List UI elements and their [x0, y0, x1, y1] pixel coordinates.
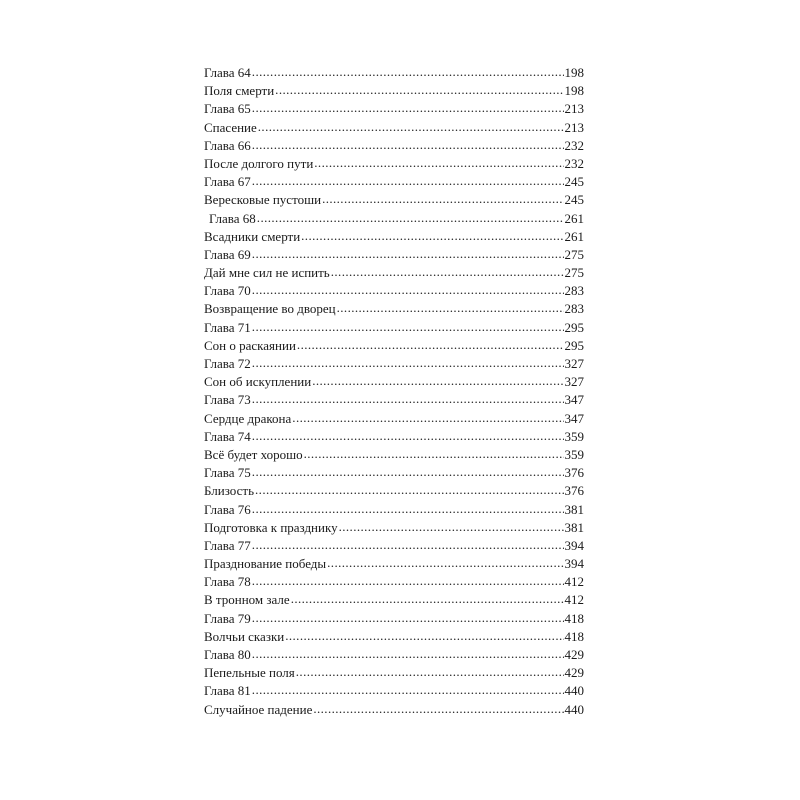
dot-leader — [285, 628, 563, 645]
dot-leader — [257, 210, 564, 227]
toc-entry — [204, 155, 584, 173]
toc-entry-page-number: 359 — [564, 446, 584, 462]
toc-entry-page-number: 376 — [564, 483, 584, 499]
toc-entry-page-number: 429 — [564, 665, 584, 681]
toc-entry-page-number: 283 — [564, 301, 584, 317]
toc-entry-title: Волчьи сказки — [204, 628, 285, 644]
toc-entry-page-number: 261 — [564, 210, 584, 226]
toc-entry-title: Возвращение во дворец — [204, 301, 336, 317]
toc-entry-title: Глава 70 — [204, 283, 251, 299]
toc-entry — [204, 555, 584, 573]
toc-entry — [204, 319, 584, 337]
toc-entry — [204, 337, 584, 355]
dot-leader — [258, 119, 564, 136]
dot-leader — [275, 82, 563, 99]
toc-entry-page-number: 198 — [564, 65, 584, 80]
toc-entry-page-number: 295 — [564, 319, 584, 335]
toc-entry — [204, 137, 584, 155]
table-of-contents — [204, 64, 584, 719]
toc-entry — [204, 191, 584, 209]
toc-entry — [204, 410, 584, 428]
dot-leader — [252, 682, 564, 699]
toc-entry-page-number: 381 — [564, 501, 584, 517]
toc-entry-page-number: 381 — [564, 519, 584, 535]
dot-leader — [252, 501, 564, 518]
toc-entry-title: Глава 72 — [204, 356, 251, 371]
dot-leader — [313, 701, 563, 718]
toc-entry-title: Близость — [204, 483, 255, 499]
toc-entry-page-number: 347 — [564, 392, 584, 408]
toc-entry — [204, 264, 584, 282]
toc-entry-page-number: 440 — [564, 683, 584, 699]
toc-entry-page-number: 295 — [564, 337, 584, 353]
dot-leader — [252, 64, 564, 81]
toc-entry-title: Сердце дракона — [204, 410, 292, 426]
dot-leader — [252, 610, 564, 627]
toc-entry — [204, 628, 584, 646]
toc-entry — [204, 246, 584, 264]
toc-entry-page-number: 376 — [564, 465, 584, 481]
dot-leader — [322, 191, 563, 208]
toc-entry — [204, 428, 584, 446]
dot-leader — [252, 282, 564, 299]
toc-entry-page-number: 275 — [564, 246, 584, 262]
toc-entry — [204, 464, 584, 482]
dot-leader — [296, 664, 564, 681]
toc-entry-title: Глава 77 — [204, 537, 251, 553]
toc-entry — [204, 228, 584, 246]
toc-entry-title: Всадники смерти — [204, 228, 301, 244]
toc-entry — [204, 610, 584, 628]
toc-entry-title: Глава 66 — [204, 137, 251, 153]
toc-entry-page-number: 213 — [564, 119, 584, 135]
toc-entry — [204, 664, 584, 682]
toc-entry-title: Глава 73 — [204, 392, 251, 408]
toc-entry — [204, 519, 584, 537]
toc-entry-title: Вересковые пустоши — [204, 192, 322, 208]
toc-entry-title: Глава 68 — [209, 210, 256, 226]
dot-leader — [252, 173, 564, 190]
dot-leader — [252, 319, 564, 336]
toc-entry-title: Поля смерти — [204, 83, 275, 99]
toc-entry-page-number: 283 — [564, 283, 584, 299]
toc-entry-page-number: 327 — [564, 374, 584, 390]
toc-entry-title: В тронном зале — [204, 592, 290, 608]
dot-leader — [339, 519, 564, 536]
toc-entry — [204, 682, 584, 700]
toc-entry-title: После долгого пути — [204, 155, 314, 171]
toc-entry-title: Глава 79 — [204, 610, 251, 626]
dot-leader — [301, 228, 563, 245]
toc-entry — [204, 64, 584, 82]
toc-entry-title: Глава 67 — [204, 174, 251, 190]
toc-entry — [204, 119, 584, 137]
toc-entry-title: Глава 65 — [204, 101, 251, 117]
dot-leader — [312, 373, 563, 390]
toc-entry — [204, 482, 584, 500]
dot-leader — [314, 155, 563, 172]
dot-leader — [252, 537, 564, 554]
toc-entry — [204, 573, 584, 591]
toc-entry-page-number: 418 — [564, 628, 584, 644]
toc-entry-page-number: 394 — [564, 556, 584, 572]
toc-entry-page-number: 418 — [564, 610, 584, 626]
toc-entry-page-number: 245 — [564, 192, 584, 208]
dot-leader — [252, 428, 564, 445]
toc-entry-page-number: 213 — [564, 101, 584, 117]
toc-entry — [204, 373, 584, 391]
dot-leader — [252, 355, 564, 372]
toc-entry-title: Празднование победы — [204, 556, 327, 572]
toc-entry-title: Спасение — [204, 119, 257, 135]
toc-entry — [204, 701, 584, 719]
dot-leader — [252, 646, 564, 663]
toc-entry — [204, 501, 584, 519]
toc-entry-page-number: 245 — [564, 174, 584, 190]
toc-entry — [204, 355, 584, 373]
toc-entry — [204, 537, 584, 555]
toc-entry-title: Глава 71 — [204, 319, 251, 335]
toc-entry-title: Сон о раскаянии — [204, 337, 296, 353]
toc-entry — [204, 391, 584, 409]
dot-leader — [297, 337, 564, 354]
dot-leader — [252, 100, 564, 117]
toc-entry-page-number: 347 — [564, 410, 584, 426]
toc-entry-page-number: 440 — [564, 701, 584, 717]
dot-leader — [304, 446, 564, 463]
toc-entry-title: Дай мне сил не испить — [204, 265, 330, 281]
toc-entry-page-number: 359 — [564, 428, 584, 444]
toc-entry-page-number: 429 — [564, 647, 584, 662]
dot-leader — [292, 410, 563, 427]
dot-leader — [291, 591, 564, 608]
toc-entry-title: Глава 64 — [204, 65, 251, 80]
toc-entry — [204, 646, 584, 664]
dot-leader — [327, 555, 563, 572]
dot-leader — [331, 264, 564, 281]
dot-leader — [252, 391, 564, 408]
toc-entry-title: Всё будет хорошо — [204, 446, 303, 462]
toc-entry-title: Пепельные поля — [204, 665, 295, 681]
toc-entry-title: Подготовка к празднику — [204, 519, 338, 535]
toc-entry — [204, 100, 584, 118]
dot-leader — [255, 482, 563, 499]
toc-entry — [204, 591, 584, 609]
toc-entry-title: Случайное падение — [204, 701, 313, 717]
toc-entry — [204, 173, 584, 191]
toc-entry-title: Глава 80 — [204, 647, 251, 662]
toc-entry-page-number: 394 — [564, 537, 584, 553]
toc-entry-title: Глава 75 — [204, 465, 251, 481]
toc-entry-page-number: 327 — [564, 356, 584, 371]
toc-entry-title: Сон об искуплении — [204, 374, 312, 390]
dot-leader — [252, 464, 564, 481]
dot-leader — [252, 137, 564, 154]
toc-entry — [204, 82, 584, 100]
toc-entry — [204, 210, 584, 228]
toc-entry — [204, 282, 584, 300]
toc-entry-title: Глава 78 — [204, 574, 251, 590]
toc-entry-title: Глава 76 — [204, 501, 251, 517]
toc-entry — [204, 300, 584, 318]
toc-entry-page-number: 412 — [564, 574, 584, 590]
dot-leader — [252, 573, 564, 590]
toc-entry-title: Глава 69 — [204, 246, 251, 262]
toc-entry-page-number: 232 — [564, 155, 584, 171]
dot-leader — [252, 246, 564, 263]
toc-entry — [204, 446, 584, 464]
toc-entry-page-number: 232 — [564, 137, 584, 153]
toc-entry-title: Глава 81 — [204, 683, 251, 699]
dot-leader — [337, 300, 564, 317]
toc-entry-page-number: 412 — [564, 592, 584, 608]
toc-entry-page-number: 198 — [564, 83, 584, 99]
toc-entry-page-number: 261 — [564, 228, 584, 244]
toc-entry-page-number: 275 — [564, 265, 584, 281]
toc-entry-title: Глава 74 — [204, 428, 251, 444]
